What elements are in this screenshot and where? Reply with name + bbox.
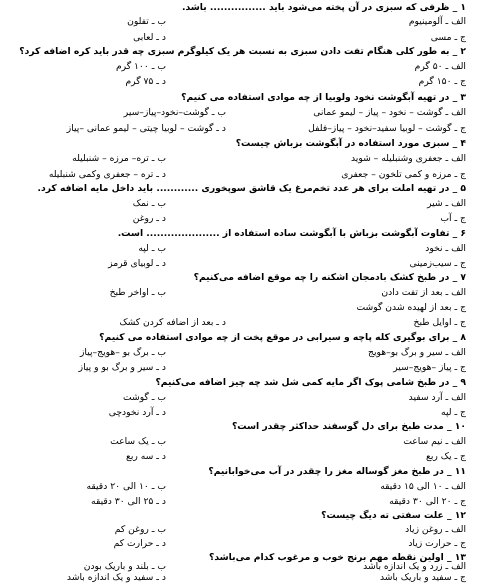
question-5: ۵ _ در تهیه املت برای هر عدد تخم‌مرغ یک قاشق سوپخوری ............ باید داخل مایه اضافه کرد.	[37, 183, 466, 194]
question-2: ۲ _ به طور کلی هنگام تفت دادن سبزی به نسبت هر یک کیلوگرم سبزی چه قدر باید کره اضافه کرد؟	[19, 46, 466, 57]
question-6-options-row-2	[14, 259, 466, 271]
question-6-options-row-1	[14, 244, 466, 256]
question-4-option-c: ج ـ مرزه و کمی تلخون – جعفری	[341, 169, 466, 180]
question-4-option-a: الف ـ جعفری وشنبلیله – شوید	[350, 153, 466, 164]
question-1-option-d: د ـ لعابی	[133, 32, 166, 43]
question-11-option-a: الف ـ ۱۰ الی ۱۵ دقیقه	[380, 481, 466, 492]
question-8-option-c: ج ـ پیاز –هویج–سیر	[393, 362, 466, 373]
question-7-option-c0: ج ـ بعد از لهیده شدن گوشت	[356, 302, 466, 313]
question-3-option-d: د ـ گوشت – لوبیا چیتی – لیمو عمانی –پیاز	[66, 123, 226, 134]
question-4-options-row-2	[14, 170, 466, 182]
question-9-option-c: ج ـ لپه	[441, 407, 466, 418]
question-3-option-b: ب ـ گوشت–نخود–پیاز–سیر	[123, 107, 226, 118]
question-1-option-b: ب ـ تفلون	[127, 16, 166, 27]
question-6: ۶ _ تفاوت آبگوشت بزباش با آبگوشت ساده استفاده از ..................... است.	[117, 228, 466, 239]
question-4: ۴ _ سبزی مورد استفاده در آبگوشت بزباش چیست؟	[235, 138, 466, 149]
question-12-options-row-2	[14, 539, 466, 551]
question-4-options-row-1	[14, 154, 466, 166]
question-1-options-row-1	[14, 17, 466, 29]
question-10-option-c: ج ـ یک ربع	[425, 451, 466, 462]
question-5-option-c: ج ـ آب	[440, 213, 466, 224]
question-13: ۱۳ _ اولین نقطه مهم برنج خوب و مرغوب کدام می‌باشد؟	[209, 552, 466, 563]
question-11-options-row-1	[14, 482, 466, 494]
question-4-option-d: د ـ تره – جعفری وکمی شنبلیله	[48, 169, 166, 180]
question-5-option-a: الف ـ شیر	[427, 198, 466, 209]
question-3: ۳ _ در تهیه آبگوشت نخود ولوبیا از چه موادی استفاده می کنیم؟	[181, 92, 466, 103]
question-7-option-b: ب ـ اواخر طبخ	[109, 287, 166, 298]
question-7-options-row-2	[14, 303, 466, 315]
question-10-option-a: الف ـ نیم ساعت	[403, 436, 466, 447]
question-3-options-row-1	[14, 108, 466, 120]
question-12-option-d: د ـ حرارت کم	[113, 538, 166, 549]
question-6-option-d: د ـ لوبیای قرمز	[108, 258, 166, 269]
question-4-option-b: ب ـ تره– مرزه – شنبلیله	[72, 153, 166, 164]
question-2-options-row-2	[14, 77, 466, 89]
question-7-option-c: ج ـ اوایل طبخ	[413, 317, 466, 328]
question-11-option-b: ب ـ ۱۰ الی ۲۰ دقیقه	[86, 481, 166, 492]
question-8: ۸ _ برای بوگیری کله پاچه و سیرابی در موقع پخت از چه موادی استفاده می کنیم؟	[99, 332, 466, 343]
question-1-options-row-2	[14, 33, 466, 45]
question-10-options-row-1	[14, 437, 466, 449]
question-8-option-d: د ـ سیر و برگ بو و پیاز	[78, 362, 166, 373]
question-1: ۱ _ ظرفی که سبزی در آن پخته می‌شود باید ................ باشد.	[181, 2, 466, 13]
question-10-option-d: د ـ سه ربع	[125, 451, 166, 462]
question-5-options-row-1	[14, 199, 466, 211]
question-9-option-d: د ـ آرد نخودچی	[108, 407, 166, 418]
question-3-options-row-2	[14, 124, 466, 136]
question-12: ۱۲ _ علت سفتی ته دیگ چیست؟	[321, 510, 466, 521]
question-11-option-c: ج ـ ۲۰ الی ۳۰ دقیقه	[389, 496, 466, 507]
question-11-option-d: د ـ ۲۵ الی ۳۰ دقیقه	[91, 496, 166, 507]
question-7-options-row-1	[14, 288, 466, 300]
question-2-options-row-1	[14, 62, 466, 74]
question-7-option-d: د ـ بعد از اضافه کردن کشک	[119, 317, 226, 328]
question-12-options-row-1	[14, 525, 466, 537]
question-10-option-b: ب ـ یک ساعت	[110, 436, 166, 447]
question-8-option-b: ب ـ برگ بو –هویج–پیاز	[79, 347, 166, 358]
question-10-options-row-2	[14, 452, 466, 464]
question-2-option-a: الف ـ ۵۰ گرم	[414, 61, 466, 72]
question-6-option-c: ج ـ سیب‌زمینی	[409, 258, 466, 269]
question-6-option-b: ب ـ لپه	[138, 243, 166, 254]
question-12-option-a: الف ـ روغن زیاد	[405, 524, 466, 535]
question-8-options-row-2	[14, 363, 466, 375]
question-2-option-b: ب ـ ۱۰۰ گرم	[115, 61, 166, 72]
question-13-options-row-2	[14, 573, 466, 585]
question-2-option-d: د ـ ۷۵ گرم	[125, 76, 166, 87]
question-5-option-d: د ـ روغن	[132, 213, 166, 224]
question-13-option-b: ب ـ بلند و باریک بودن	[83, 561, 166, 572]
question-5-option-b: ب ـ نمک	[132, 198, 166, 209]
question-8-option-a: الف ـ سیر و برگ بو–هویج	[368, 347, 466, 358]
question-3-option-c: ج ـ گوشت – لوبیا سفید–نخود – پیاز–فلفل	[308, 123, 466, 134]
question-12-option-c: ج ـ حرارت زیاد	[408, 538, 466, 549]
question-2-option-c: ج ـ ۱۵۰ گرم	[418, 76, 466, 87]
question-12-option-b: ب ـ روغن کم	[114, 524, 166, 535]
question-6-option-a: الف ـ نخود	[425, 243, 466, 254]
question-11-options-row-2	[14, 497, 466, 509]
question-10: ۱۰ _ مدت طبخ برای دل گوسفند حداکثر چقدر است؟	[231, 421, 466, 432]
question-3-option-a: الف ـ گوشت – نخود – پیاز – لیمو عمانی	[313, 107, 466, 118]
question-9-option-a: الف ـ آرد سفید	[408, 392, 466, 403]
question-9-options-row-2	[14, 408, 466, 420]
question-7-options-row-3	[14, 318, 466, 330]
question-1-option-c: ج ـ مسی	[430, 32, 466, 43]
question-13-option-c: ج ـ سفید و باریک باشد	[379, 572, 466, 583]
question-5-options-row-2	[14, 214, 466, 226]
question-13-option-a: الف ـ زرد و یک اندازه باشد	[363, 561, 466, 572]
question-11: ۱۱ _ در طبخ مغز گوساله مغز را چقدر در آب می‌خوابانیم؟	[208, 466, 466, 477]
question-9: ۹ _ در طبخ شامی پوک اگر مایه کمی شل شد چه چیز اضافه می‌کنیم؟	[155, 377, 466, 388]
question-13-option-d: د ـ سفید و یک اندازه باشد	[66, 572, 166, 583]
question-7: ۷ _ در طبخ کشک بادمجان اشکنه را چه موقع اضافه می‌کنیم؟	[193, 272, 466, 283]
question-8-options-row-1	[14, 348, 466, 360]
question-1-option-a: الف ـ آلومینیوم	[408, 16, 466, 27]
question-7-option-a: الف ـ بعد از تفت دادن	[381, 287, 466, 298]
question-9-option-b: ب ـ گوشت	[122, 392, 166, 403]
question-9-options-row-1	[14, 393, 466, 405]
